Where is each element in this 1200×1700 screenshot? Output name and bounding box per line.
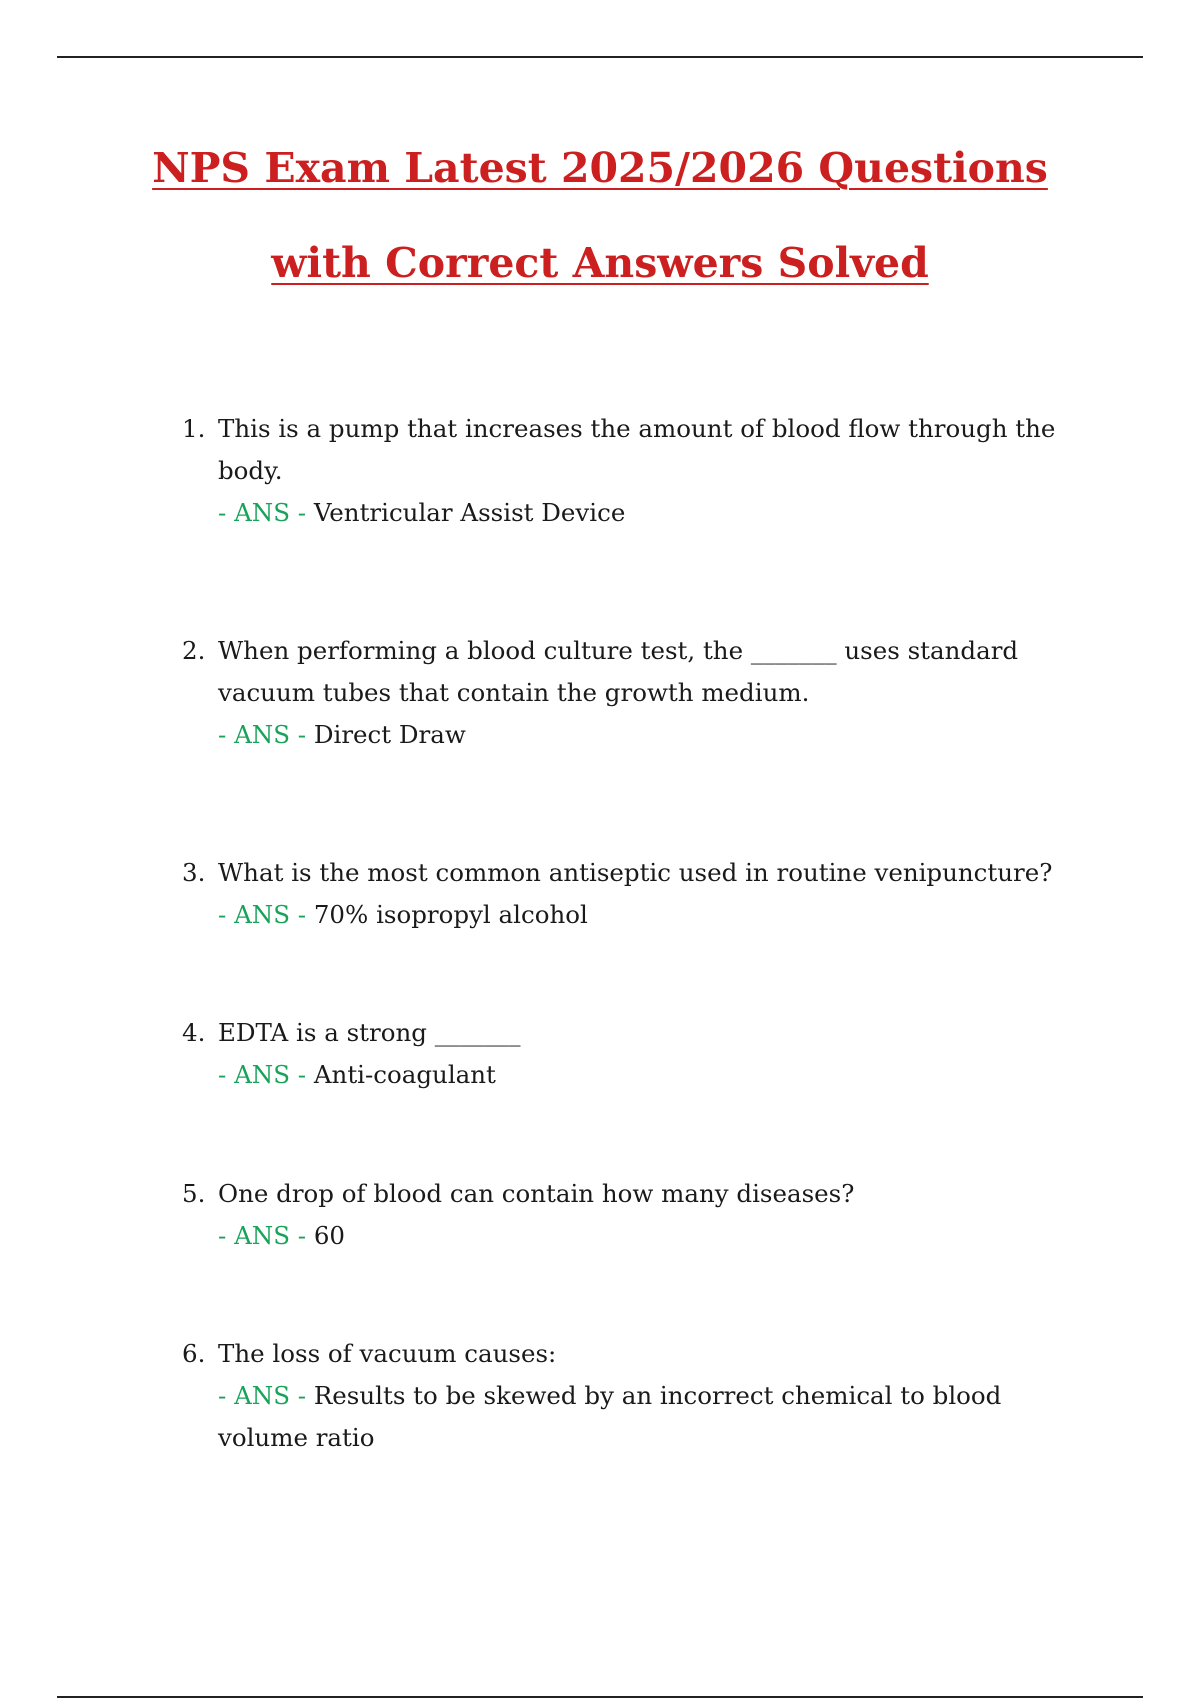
answer-line: [218, 492, 1082, 534]
question-text: EDTA is a strong _______: [218, 1018, 521, 1047]
answer-tag: - ANS -: [218, 720, 307, 749]
answer-line: [218, 1054, 1082, 1096]
answer-text: Results to be skewed by an incorrect chemical to blood volume ratio: [218, 1381, 1002, 1452]
answer-line: [218, 894, 1082, 936]
answer-text: 60: [313, 1221, 346, 1250]
answer-text: Direct Draw: [313, 720, 466, 749]
answer-tag: - ANS -: [218, 1221, 307, 1250]
question-item: [182, 1333, 1082, 1459]
question-number: 3.: [182, 858, 206, 887]
answer-text: Ventricular Assist Device: [313, 498, 626, 527]
answer-text: Anti-coagulant: [313, 1060, 496, 1089]
answer-line: [218, 1215, 1082, 1257]
question-list: [182, 408, 1082, 1459]
answer-tag: - ANS -: [218, 900, 307, 929]
answer-tag: - ANS -: [218, 1381, 307, 1410]
bottom-rule: [57, 1696, 1143, 1698]
answer-tag: - ANS -: [218, 498, 307, 527]
question-item: [182, 630, 1082, 756]
question-number: 4.: [182, 1018, 206, 1047]
answer-line: [218, 1375, 1082, 1459]
question-text: When performing a blood culture test, the _______ uses standard vacuum tubes that contain the growth medium.: [218, 636, 1019, 707]
document-title-line-2: with Correct Answers Solved: [271, 239, 929, 287]
question-number: 2.: [182, 636, 206, 665]
question-text: What is the most common antiseptic used in routine venipuncture?: [218, 858, 1053, 887]
top-rule: [57, 56, 1143, 58]
question-text: One drop of blood can contain how many diseases?: [218, 1179, 855, 1208]
question-number: 6.: [182, 1339, 206, 1368]
question-item: [182, 1012, 1082, 1096]
answer-tag: - ANS -: [218, 1060, 307, 1089]
question-text: This is a pump that increases the amount of blood flow through the body.: [218, 414, 1056, 485]
question-text: The loss of vacuum causes:: [218, 1339, 557, 1368]
question-item: [182, 408, 1082, 534]
answer-text: 70% isopropyl alcohol: [313, 900, 588, 929]
question-item: [182, 1173, 1082, 1257]
answer-line: [218, 714, 1082, 756]
document-title-line-1: NPS Exam Latest 2025/2026 Questions: [152, 144, 1048, 192]
question-number: 1.: [182, 414, 206, 443]
question-item: [182, 852, 1082, 936]
question-number: 5.: [182, 1179, 206, 1208]
